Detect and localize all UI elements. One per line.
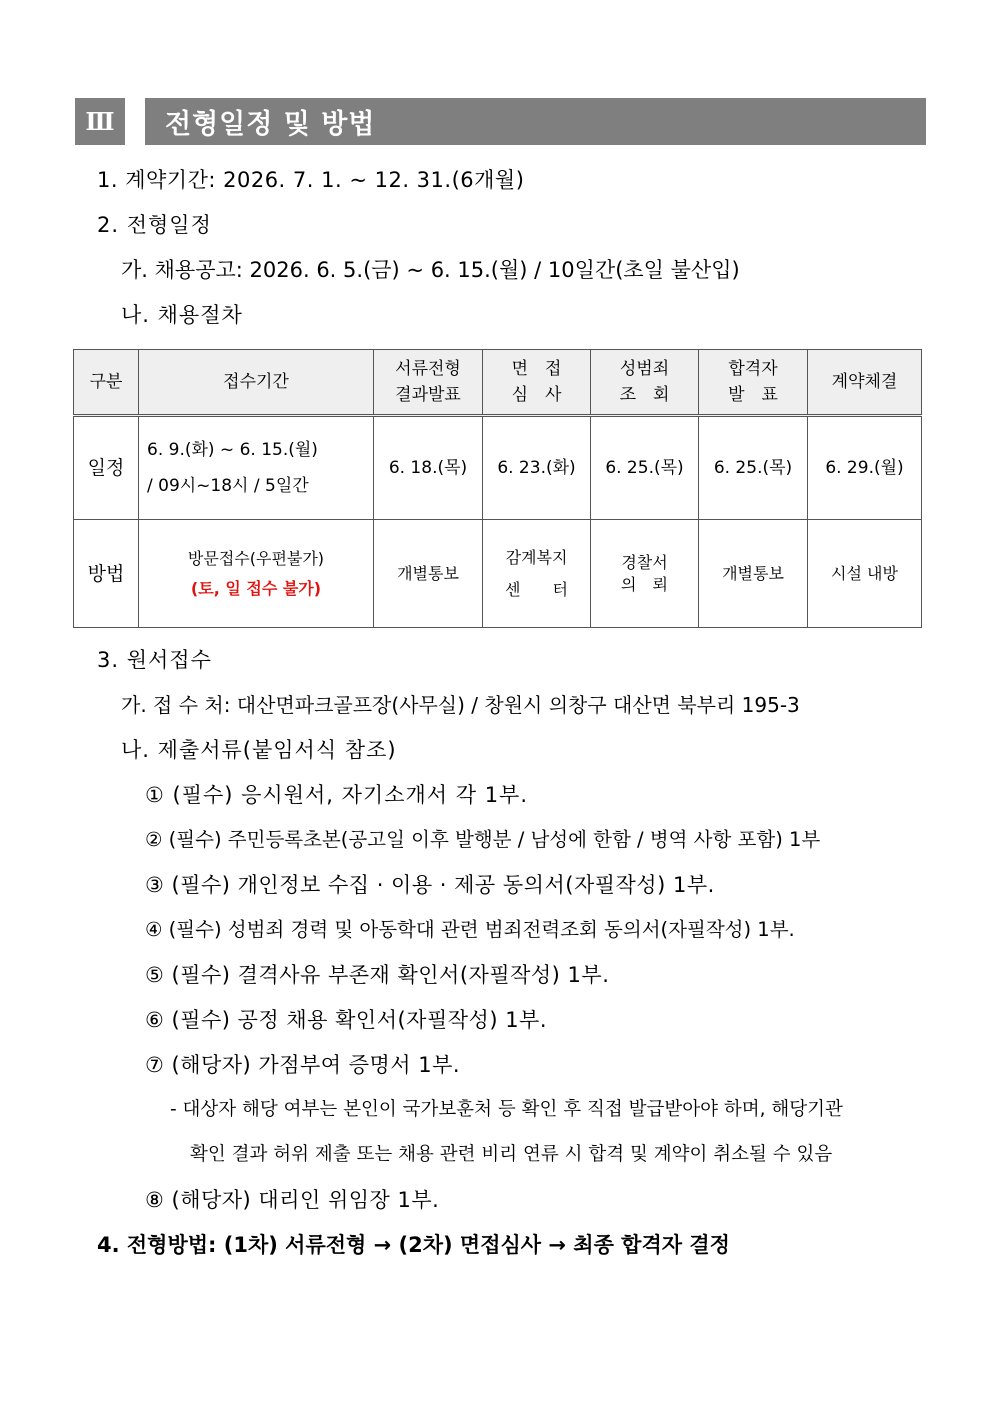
period-cell: 6. 9.(화) ~ 6. 15.(월) / 09시~18시 / 5일간 (139, 416, 374, 520)
header-cell: 계약체결 (808, 350, 922, 416)
section-title: 전형일정 및 방법 (145, 98, 926, 145)
document-item: ① (필수) 응시원서, 자기소개서 각 1부. (145, 783, 529, 807)
selection-method: 4. 전형방법: (1차) 서류전형 → (2차) 면접심사 → 최종 합격자 결정 (97, 1233, 730, 1257)
document-item: ⑦ (해당자) 가점부여 증명서 1부. (145, 1053, 461, 1077)
contract-period: 1. 계약기간: 2026. 7. 1. ~ 12. 31.(6개월) (97, 168, 525, 192)
method-cell: 개별통보 (374, 520, 483, 628)
header-cell: 면 접 심 사 (483, 350, 591, 416)
date-cell: 6. 29.(월) (808, 416, 922, 520)
method-cell: 시설 내방 (808, 520, 922, 628)
document-item: ⑧ (해당자) 대리인 위임장 1부. (145, 1188, 440, 1212)
warning-text: (토, 일 접수 불가) (190, 578, 322, 598)
date-cell: 6. 18.(목) (374, 416, 483, 520)
recruit-notice: 가. 채용공고: 2026. 6. 5.(금) ~ 6. 15.(월) / 10일간(초일 불산입) (121, 258, 740, 282)
section-number: Ⅲ (75, 98, 125, 145)
schedule-heading: 2. 전형일정 (97, 213, 212, 237)
date-cell: 6. 25.(목) (591, 416, 699, 520)
note-line: 확인 결과 허위 제출 또는 채용 관련 비리 연류 시 합격 및 계약이 취소될 수 있음 (190, 1144, 833, 1165)
method-cell: 개별통보 (699, 520, 808, 628)
row-label: 방법 (74, 520, 139, 628)
application-heading: 3. 원서접수 (97, 648, 212, 672)
section-header (75, 98, 926, 145)
document-item: ② (필수) 주민등록초본(공고일 이후 발행분 / 남성에 한함 / 병역 사항 포함) 1부 (145, 828, 821, 851)
row-label: 일정 (74, 416, 139, 520)
document-item: ⑤ (필수) 결격사유 부존재 확인서(자필작성) 1부. (145, 963, 610, 987)
table-row (74, 520, 922, 628)
reception-place: 가. 접 수 처: 대산면파크골프장(사무실) / 창원시 의창구 대산면 북부리 195-3 (121, 693, 800, 717)
header-cell: 접수기간 (139, 350, 374, 416)
document-item: ④ (필수) 성범죄 경력 및 아동학대 관련 범죄전력조회 동의서(자필작성) 1부. (145, 918, 795, 941)
date-cell: 6. 25.(목) (699, 416, 808, 520)
date-cell: 6. 23.(화) (483, 416, 591, 520)
header-cell: 구분 (74, 350, 139, 416)
table-row (74, 416, 922, 520)
header-cell: 서류전형 결과발표 (374, 350, 483, 416)
method-cell: 방문접수(우편불가) (토, 일 접수 불가) (139, 520, 374, 628)
header-cell: 합격자 발 표 (699, 350, 808, 416)
header-cell: 성범죄 조 회 (591, 350, 699, 416)
note-line: - 대상자 해당 여부는 본인이 국가보훈처 등 확인 후 직접 발급받아야 하며, 해당기관 (170, 1099, 843, 1120)
documents-heading: 나. 제출서류(붙임서식 참조) (121, 738, 397, 762)
procedure-heading: 나. 채용절차 (121, 303, 243, 327)
document-item: ⑥ (필수) 공정 채용 확인서(자필작성) 1부. (145, 1008, 548, 1032)
table-header-row (74, 350, 922, 416)
method-cell: 경찰서 의 뢰 (591, 520, 699, 628)
method-cell: 감계복지 센 터 (483, 520, 591, 628)
document-item: ③ (필수) 개인정보 수집 · 이용 · 제공 동의서(자필작성) 1부. (145, 873, 715, 897)
schedule-table (73, 349, 922, 628)
